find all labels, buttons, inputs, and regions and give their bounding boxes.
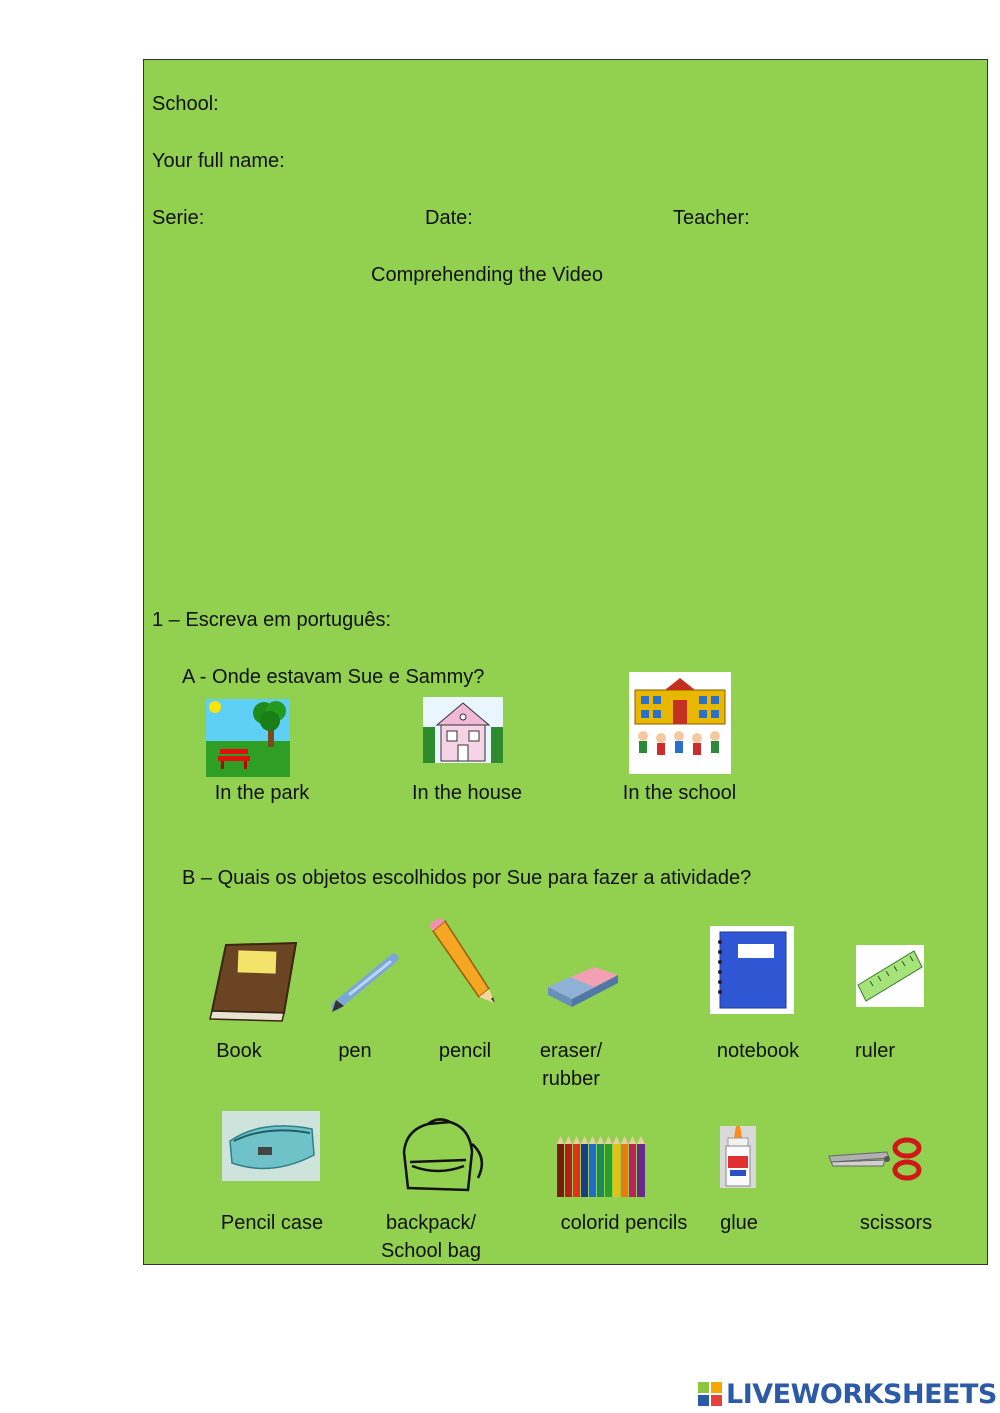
option-house-label[interactable]: In the house bbox=[411, 782, 523, 804]
full-name-label: Your full name: bbox=[152, 150, 285, 172]
option-park-label[interactable]: In the park bbox=[214, 782, 310, 804]
ruler-icon bbox=[856, 945, 924, 1007]
liveworksheets-logo bbox=[698, 1377, 997, 1411]
book-icon bbox=[206, 937, 300, 1023]
item-backpack-label-line2: School bag bbox=[380, 1240, 482, 1262]
item-eraser-label-line1: eraser/ bbox=[539, 1040, 603, 1062]
item-backpack-label-line1: backpack/ bbox=[385, 1212, 477, 1234]
park-icon bbox=[206, 699, 290, 777]
house-icon bbox=[423, 697, 503, 763]
item-pencil-case-label[interactable]: Pencil case bbox=[220, 1212, 324, 1234]
serie-label: Serie: bbox=[152, 207, 205, 229]
liveworksheets-logo-icon bbox=[698, 1382, 722, 1406]
item-scissors-label[interactable]: scissors bbox=[859, 1212, 933, 1234]
item-eraser-label-line2: rubber bbox=[542, 1068, 600, 1090]
question-a: A - Onde estavam Sue e Sammy? bbox=[182, 666, 485, 688]
item-pen-label[interactable]: pen bbox=[338, 1040, 372, 1062]
colored-pencils-icon bbox=[557, 1136, 645, 1197]
school-label: School: bbox=[152, 93, 219, 115]
scissors-icon bbox=[827, 1136, 925, 1182]
option-school-label[interactable]: In the school bbox=[622, 782, 737, 804]
eraser-icon bbox=[544, 963, 622, 1009]
item-colored-pencils-label[interactable]: colorid pencils bbox=[560, 1212, 688, 1234]
page-title: Comprehending the Video bbox=[371, 264, 604, 286]
date-label: Date: bbox=[425, 207, 473, 229]
worksheet-page bbox=[143, 59, 988, 1265]
item-book-label[interactable]: Book bbox=[216, 1040, 262, 1062]
pencil-case-icon bbox=[222, 1111, 320, 1181]
item-pencil-label[interactable]: pencil bbox=[438, 1040, 492, 1062]
item-glue-label[interactable]: glue bbox=[720, 1212, 758, 1234]
backpack-icon bbox=[398, 1118, 488, 1194]
notebook-icon bbox=[710, 926, 794, 1014]
teacher-label: Teacher: bbox=[673, 207, 750, 229]
question-b: B – Quais os objetos escolhidos por Sue para fazer a atividade? bbox=[182, 867, 752, 889]
item-eraser-label[interactable] bbox=[526, 1037, 616, 1093]
glue-icon bbox=[720, 1126, 756, 1188]
item-backpack-label[interactable] bbox=[366, 1209, 496, 1265]
question-1-heading: 1 – Escreva em português: bbox=[152, 609, 392, 631]
item-notebook-label[interactable]: notebook bbox=[716, 1040, 800, 1062]
liveworksheets-logo-text: LIVEWORKSHEETS bbox=[726, 1378, 997, 1410]
pen-icon bbox=[330, 948, 400, 1014]
school-icon bbox=[629, 672, 731, 774]
item-ruler-label[interactable]: ruler bbox=[854, 1040, 895, 1062]
pencil-icon bbox=[429, 919, 499, 1005]
